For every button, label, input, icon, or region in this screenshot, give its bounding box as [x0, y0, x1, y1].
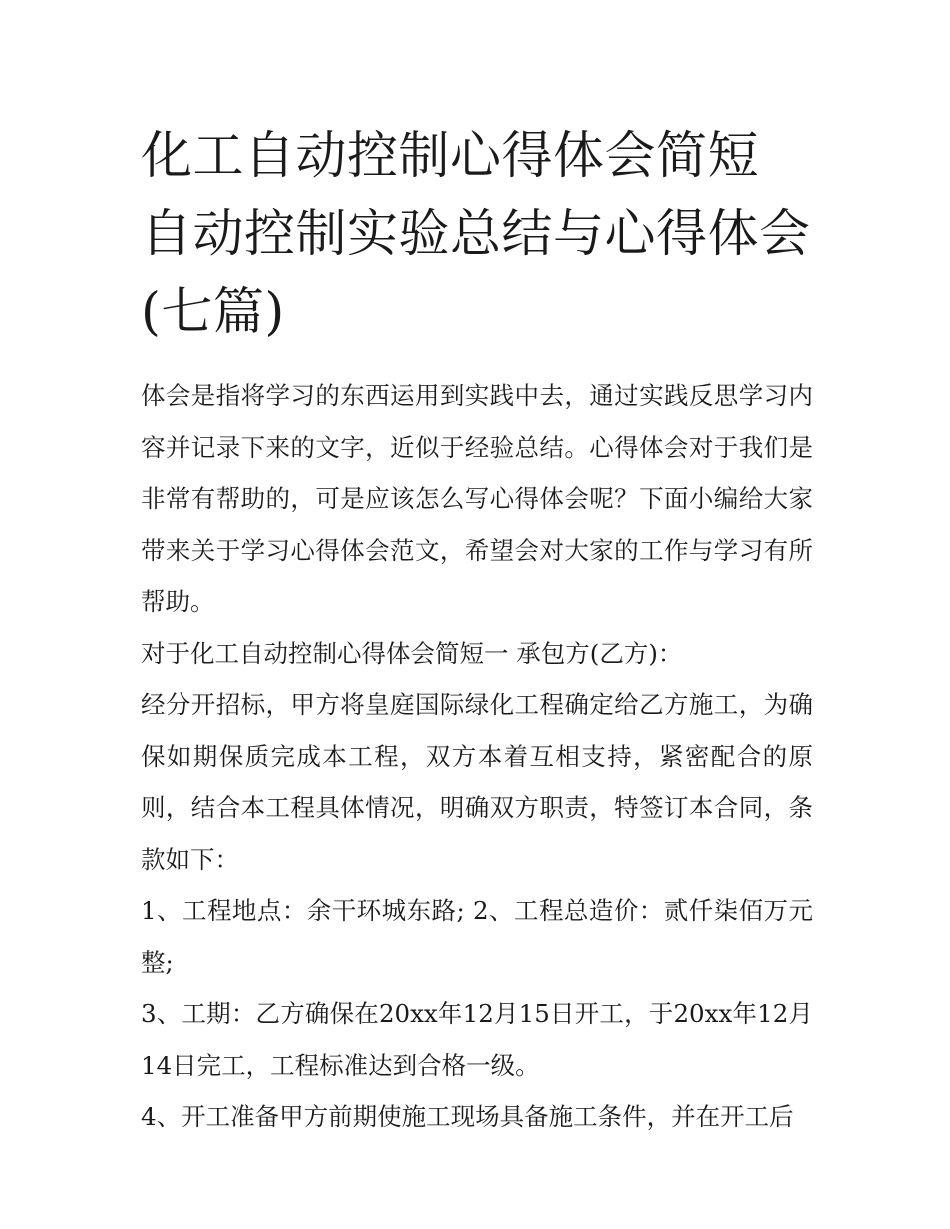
paragraph-contract-intro: 经分开招标，甲方将皇庭国际绿化工程确定给乙方施工，为确保如期保质完成本工程，双方本着互相支持，紧密配合的原则，结合本工程具体情况，明确双方职责，特签订本合同，条款如下：	[141, 690, 813, 874]
document-title: 化工自动控制心得体会简短 自动控制实验总结与心得体会(七篇)	[141, 127, 811, 342]
document-page	[141, 118, 813, 1143]
paragraph-clause-3: 3、工期：乙方确保在20xx年12月15日开工，于20xx年12月14日完工，工程标准达到合格一级。	[141, 999, 813, 1080]
paragraph-clause-1-2: 1、工程地点：余干环城东路; 2、工程总造价：贰仟柒佰万元整;	[141, 896, 813, 977]
paragraph-clause-4: 4、开工准备甲方前期使施工现场具备施工条件，并在开工后	[141, 1102, 794, 1131]
paragraph-intro: 体会是指将学习的东西运用到实践中去，通过实践反思学习内容并记录下来的文字，近似于经验总结。心得体会对于我们是非常有帮助的，可是应该怎么写心得体会呢？下面小编给大家带来关于学习心得体会范文，希望会对大家的工作与学习有所帮助。	[141, 381, 813, 616]
paragraph-section-heading: 对于化工自动控制心得体会简短一 承包方(乙方)：	[141, 638, 683, 668]
